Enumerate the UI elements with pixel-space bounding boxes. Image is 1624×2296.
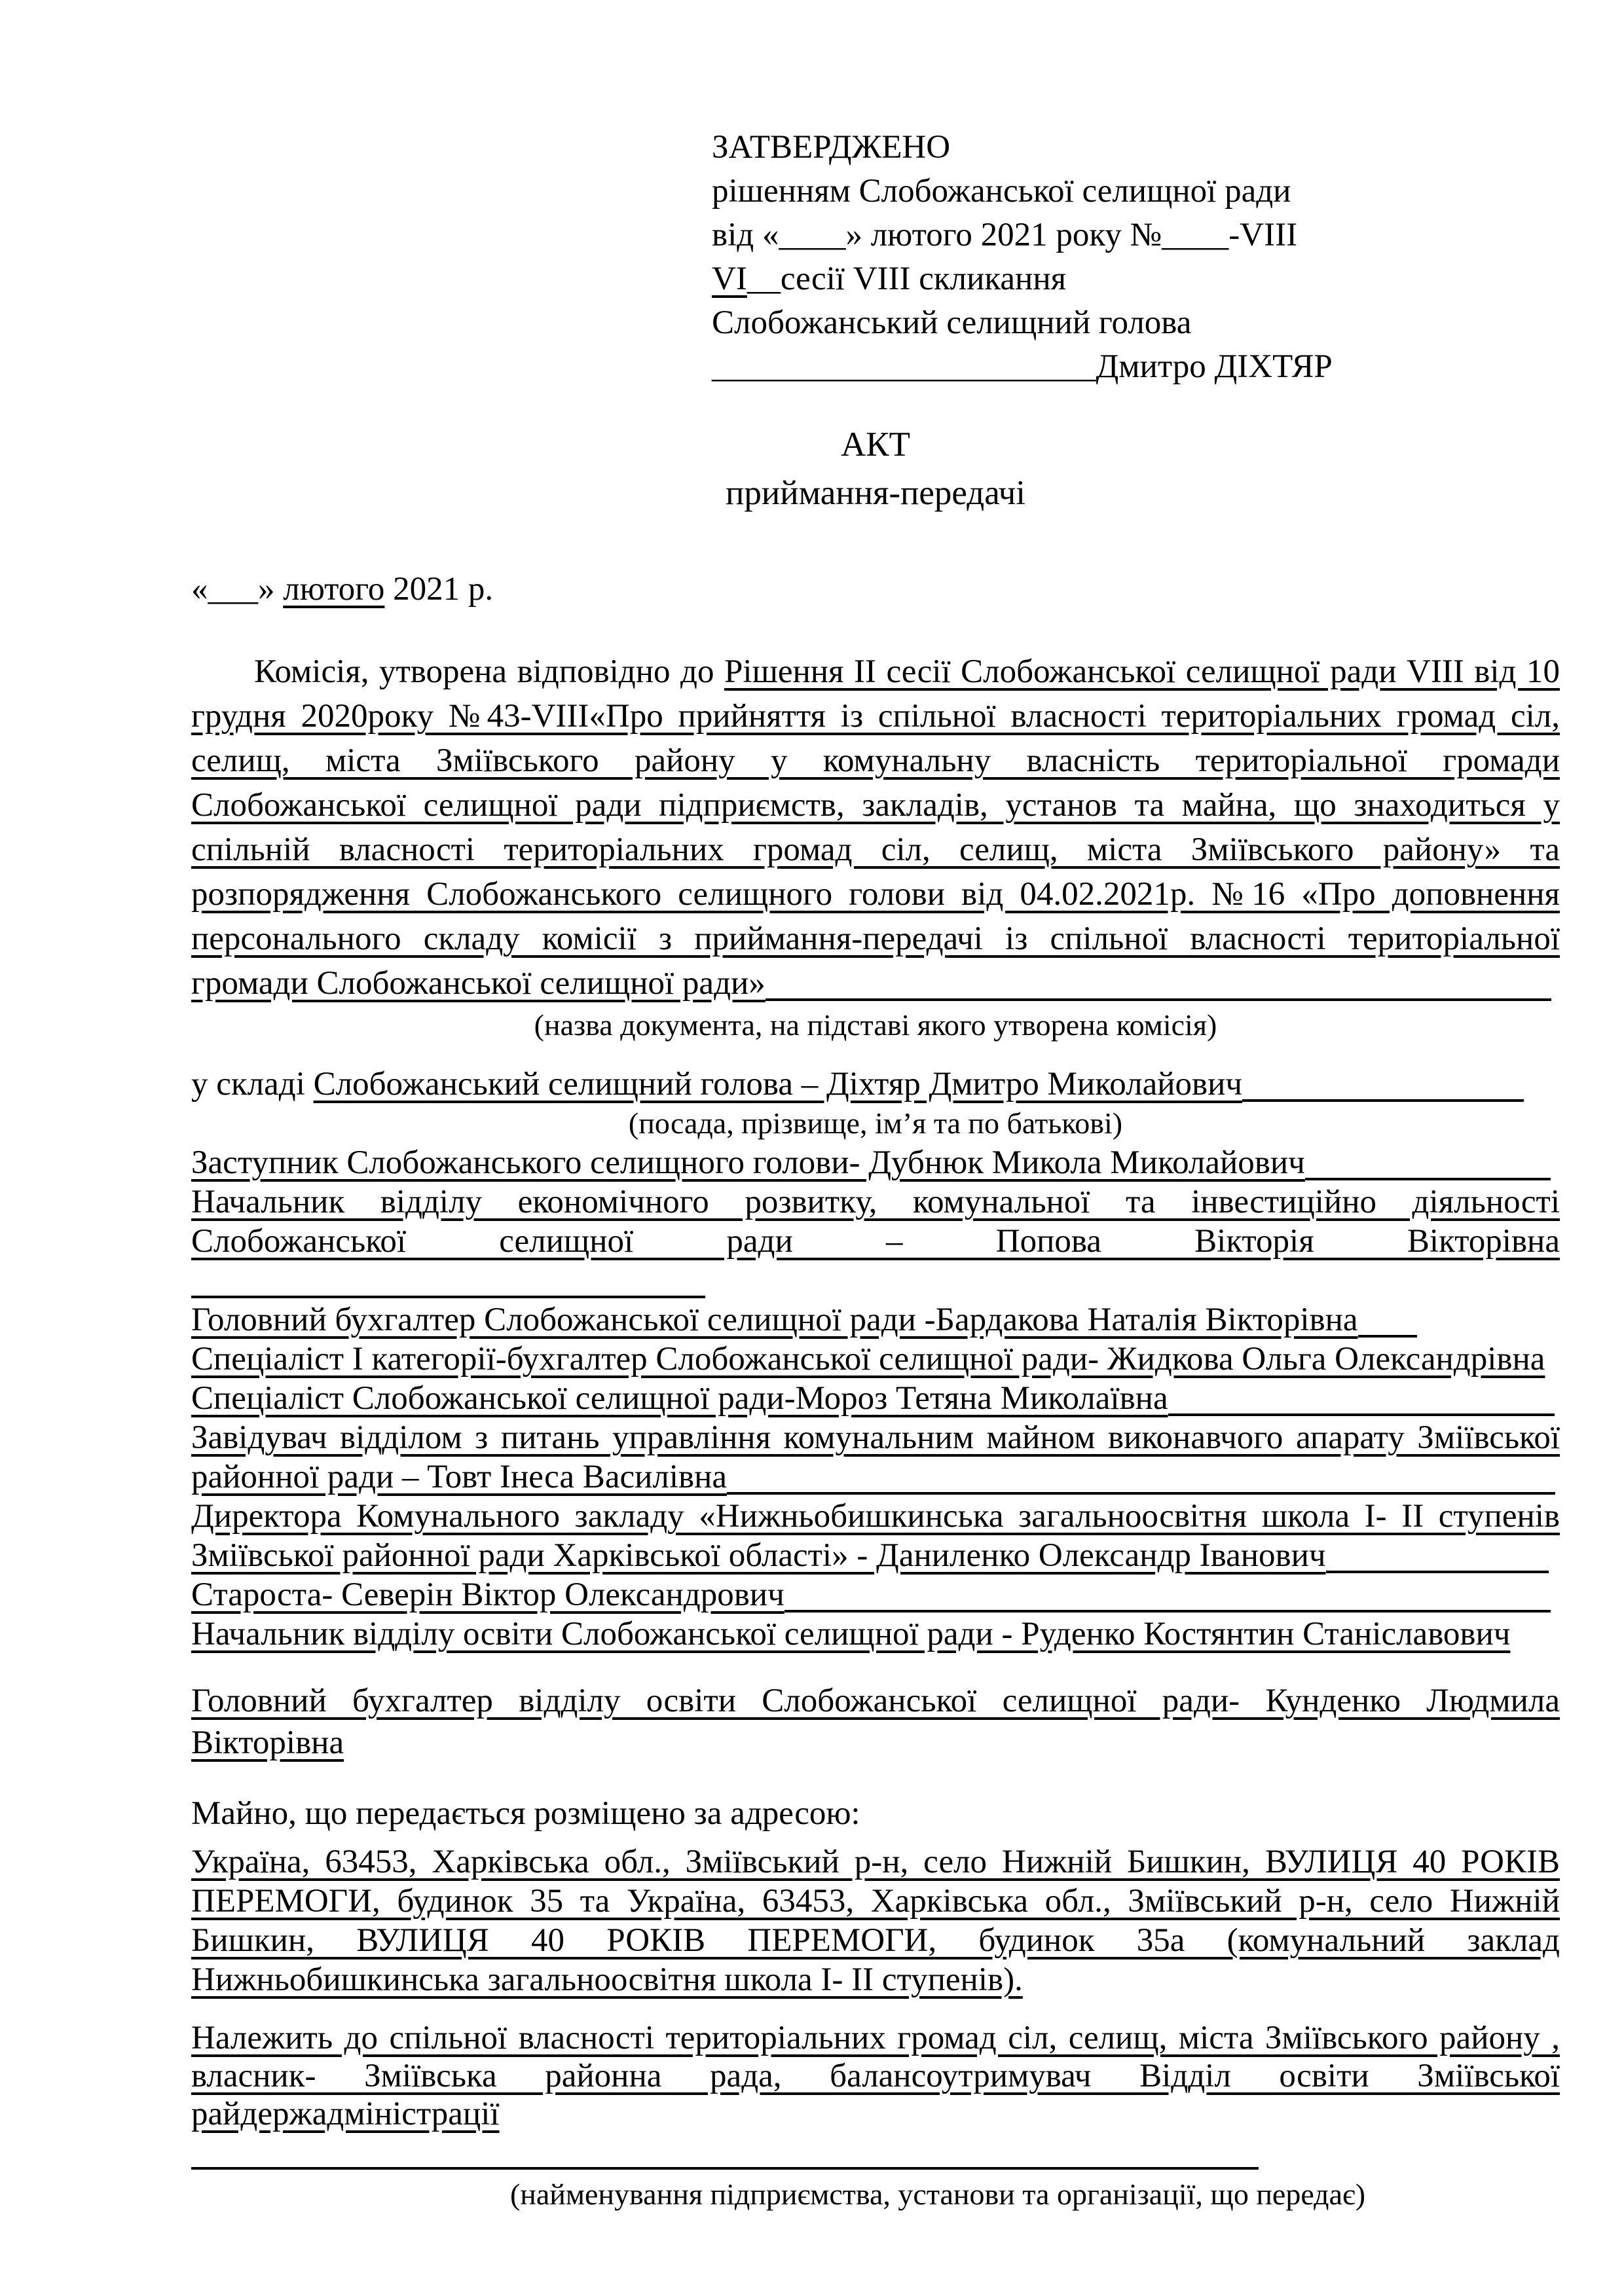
approval-session-line: [712, 257, 1560, 301]
blank-fill: [191, 2167, 1259, 2170]
basis-text: Рішення ІІ сесії Слобожанської селищної ради VIII від 10 грудня 2020року №43-VIII«Про прийняття із спільної власності територіальних громад сіл, селищ, міста Зміївського району у комунальну власність територіальної громади Слобожанської селищної ради підприємств, закладів, установ та майна, що знаходиться у спільній власності територіальних громад сіл, селищ, міста Зміївського району» та розпорядження Слобожанського селищного голови від 04.02.2021р. №16 «Про доповнення персонального складу комісії з приймання-передачі із спільної власності територіальної громади Слобожанської селищної ради»: [191, 653, 1560, 1002]
property-address-text: Україна, 63453, Харківська обл., Зміївський р-н, село Нижній Бишкин, ВУЛИЦЯ 40 РОКІВ ПЕРЕМОГИ, будинок 35 та Україна, 63453, Харківська обл., Зміївський р-н, село Нижній Бишкин, ВУЛИЦЯ 40 РОКІВ ПЕРЕМОГИ, будинок 35а (комунальний заклад Нижньобишкинська загальноосвітня школа І- ІІ ступенів).: [191, 1844, 1560, 1998]
approval-position-line: Слобожанський селищний голова: [712, 304, 1192, 341]
composition-head-name: Слобожанський селищний голова – Діхтяр Дмитро Миколайович: [313, 1066, 1243, 1102]
composition-head-line: [191, 1065, 1560, 1104]
member-text: Начальник відділу економічного розвитку, комунальної та інвестиційно діяльності Слобожанської селищної ради – Попова Вікторія Вікторівна: [191, 1184, 1560, 1260]
title-block: [191, 420, 1560, 517]
blank-fill: [191, 1296, 705, 1298]
blank-fill: [766, 998, 1551, 1001]
basis-intro: Комісія, утворена відповідно до: [254, 653, 725, 690]
member-line: [191, 1575, 1560, 1614]
basis-caption: (назва документа, на підставі якого утворена комісія): [534, 1008, 1217, 1042]
blank-fill: [1168, 1413, 1555, 1416]
property-location-intro: Майно, що передається розміщено за адресою:: [191, 1795, 860, 1832]
member-line: [191, 1182, 1560, 1300]
composition-caption: (посада, прізвище, ім’я та по батькові): [628, 1106, 1123, 1140]
member-line: [191, 1300, 1560, 1339]
signature-blank: _______________________: [712, 348, 1096, 385]
member-text: Головний бухгалтер відділу освіти Слобожанської селищної ради- Кунденко Людмила Вікторівна: [191, 1683, 1560, 1761]
member-text: Начальник відділу освіти Слобожанської селищної ради - Руденко Костянтин Станіславович: [191, 1616, 1511, 1652]
member-text: Завідувач відділом з питань управління комунальним майном виконавчого апарату Зміївської районної ради – Товт Інеса Василівна: [191, 1419, 1560, 1495]
approval-approved-label: ЗАТВЕРДЖЕНО: [712, 129, 951, 166]
property-address: [191, 1842, 1560, 1999]
member-text: Спеціаліст Слобожанської селищної ради-Мороз Тетяна Миколаївна: [191, 1380, 1168, 1417]
date-blank: «___»: [191, 571, 284, 608]
date-line: [191, 570, 1560, 609]
basis-paragraph: [191, 649, 1560, 1006]
member-text: Староста- Северін Віктор Олександрович: [191, 1576, 784, 1613]
signature-name: Дмитро ДІХТЯР: [1096, 348, 1333, 385]
composition-intro: у складі: [191, 1066, 314, 1102]
blank-fill: [1326, 1571, 1549, 1573]
approval-signature-line: [712, 345, 1560, 389]
member-text: Заступник Слобожанського селищного голови- Дубнюк Микола Миколайович: [191, 1144, 1305, 1181]
property-ownership-text: Належить до спільної власності територіальних громад сіл, селищ, міста Зміївського району , власник- Зміївська районна рада, балансоутримувач Відділ освіти Зміївської райдержадміністрації: [191, 2020, 1560, 2132]
member-text: Спеціаліст І категорії-бухгалтер Слобожанської селищної ради- Жидкова Ольга Олександрівна: [191, 1341, 1545, 1377]
date-month: лютого: [283, 571, 385, 608]
approval-stamp: [712, 126, 1560, 389]
page-title: АКТ: [841, 426, 910, 464]
blank-fill: [1242, 1099, 1524, 1102]
session-rest: __сесії VIII скликання: [747, 261, 1067, 297]
member-line: [191, 1143, 1560, 1182]
member-line: [191, 1614, 1560, 1654]
blank-fill: [1305, 1178, 1551, 1180]
approval-decision-line: рішенням Слобожанської селищної ради: [712, 173, 1291, 210]
committee-members-list: [191, 1143, 1560, 1764]
approval-date-number-line: від «____» лютого 2021 року №____-VIII: [712, 217, 1298, 253]
date-year: 2021 р.: [384, 571, 494, 608]
session-number: VI: [712, 261, 747, 297]
member-line: [191, 1339, 1560, 1379]
transfer-org-caption: (найменування підприємства, установи та організації, що передає): [509, 2178, 1366, 2211]
blank-fill: [727, 1492, 1555, 1495]
member-line: [191, 1379, 1560, 1418]
member-line: [191, 1680, 1560, 1764]
member-text: Головний бухгалтер Слобожанської селищної ради -Бардакова Наталія Вікторівна: [191, 1302, 1358, 1338]
member-line: [191, 1418, 1560, 1497]
member-line: [191, 1497, 1560, 1575]
blank-fill: [784, 1610, 1551, 1613]
blank-fill: [1358, 1335, 1417, 1338]
member-text: Директора Комунального закладу «Нижньобишкинська загальноосвітня школа І- ІІ ступенів Зміївської районної ради Харківської області» - Даниленко Олександр Іванович: [191, 1498, 1560, 1574]
property-ownership: [191, 2019, 1560, 2171]
page-subtitle: приймання-передачі: [725, 474, 1025, 512]
